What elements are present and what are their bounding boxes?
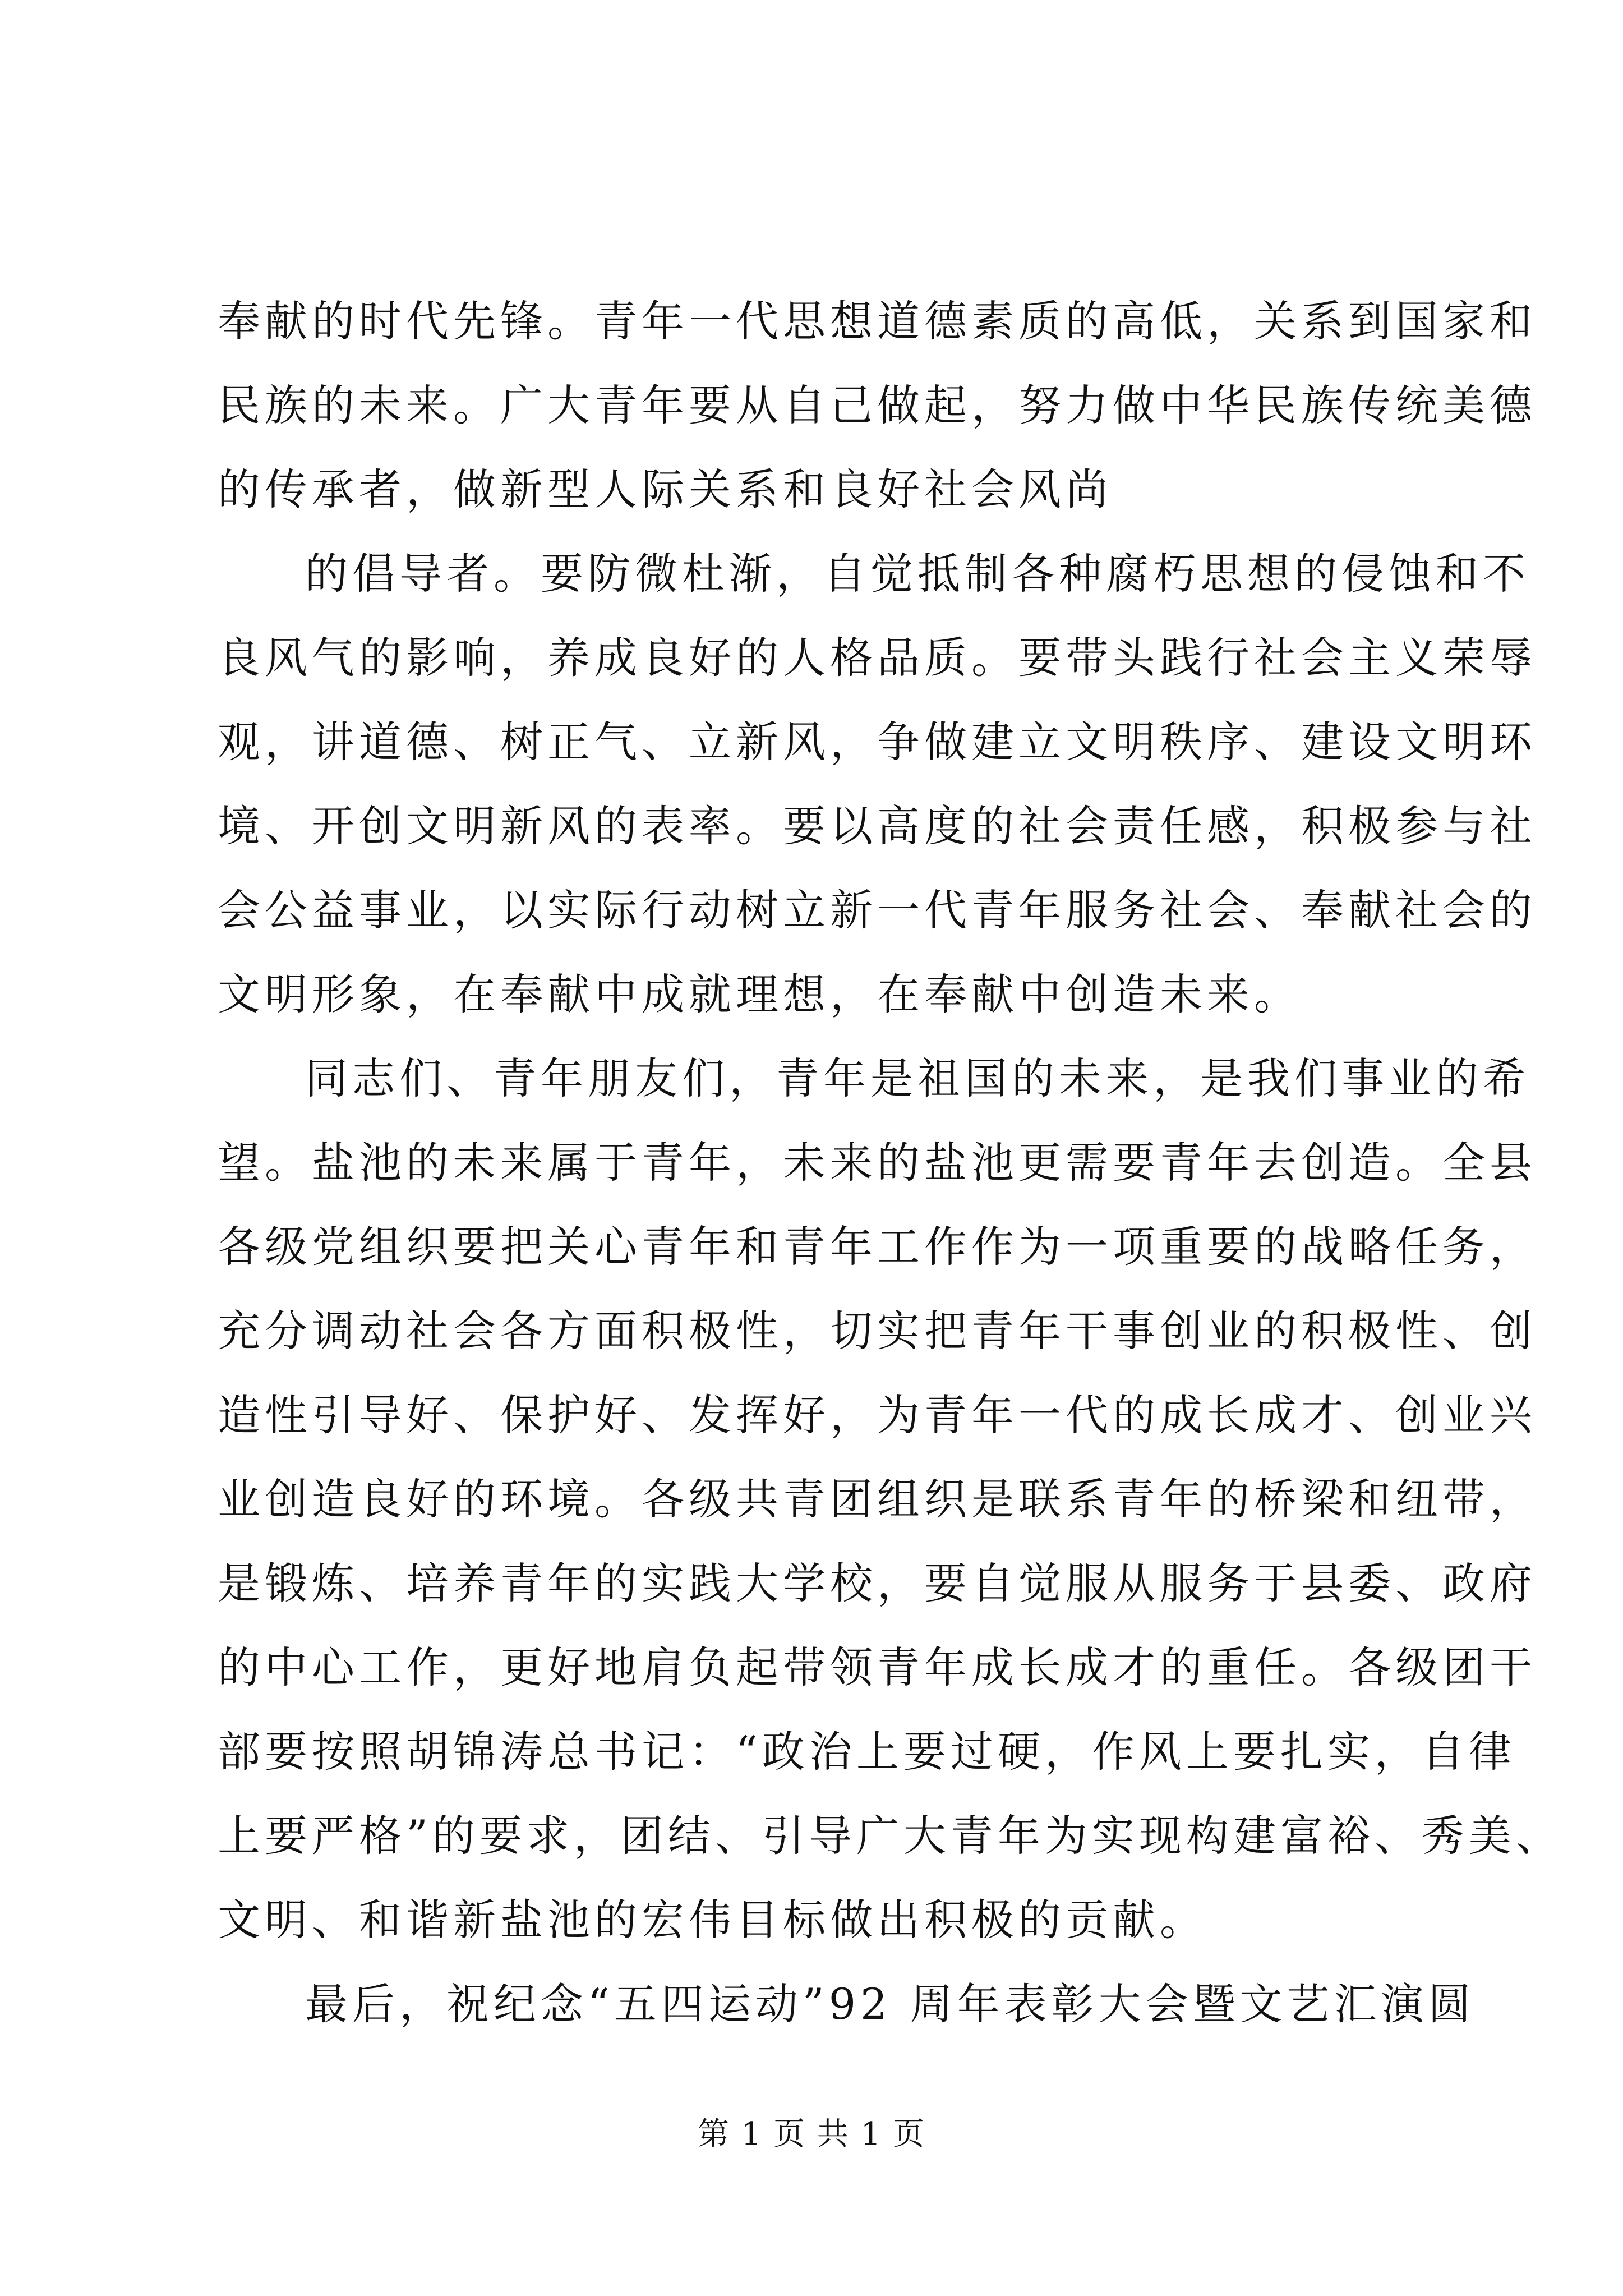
text-line: 的倡导者。要防微杜渐，自觉抵制各种腐朽思想的侵蚀和不 [305,549,1530,599]
text-line: 造性引导好、保护好、发挥好，为青年一代的成长成才、创业兴 [218,1390,1537,1440]
text-line: 良风气的影响，养成良好的人格品质。要带头践行社会主义荣辱 [218,633,1537,683]
text-line: 最后，祝纪念“五四运动”92 周年表彰大会暨文艺汇演圆 [305,1979,1476,2029]
text-line: 部要按照胡锦涛总书记：“政治上要过硬，作风上要扎实，自律 [218,1727,1516,1777]
text-line: 会公益事业，以实际行动树立新一代青年服务社会、奉献社会的 [218,885,1537,935]
page-footer: 第 1 页 共 1 页 [697,2116,926,2152]
text-line: 观，讲道德、树正气、立新风，争做建立文明秩序、建设文明环 [218,717,1537,767]
text-line: 是锻炼、培养青年的实践大学校，要自觉服从服务于县委、政府 [218,1558,1537,1608]
text-line: 民族的未来。广大青年要从自己做起，努力做中华民族传统美德 [218,380,1537,430]
text-line: 充分调动社会各方面积极性，切实把青年干事创业的积极性、创 [218,1306,1537,1356]
text-line: 业创造良好的环境。各级共青团组织是联系青年的桥梁和纽带， [218,1474,1537,1524]
text-line: 奉献的时代先锋。青年一代思想道德素质的高低，关系到国家和 [218,296,1537,346]
text-line: 同志们、青年朋友们，青年是祖国的未来，是我们事业的希 [305,1053,1530,1103]
text-line: 的中心工作，更好地肩负起带领青年成长成才的重任。各级团干 [218,1642,1537,1692]
text-line: 望。盐池的未来属于青年，未来的盐池更需要青年去创造。全县 [218,1138,1537,1188]
text-line: 各级党组织要把关心青年和青年工作作为一项重要的战略任务， [218,1222,1537,1272]
document-body [218,279,1563,2046]
text-line: 文明形象，在奉献中成就理想，在奉献中创造未来。 [218,969,1301,1019]
text-line: 境、开创文明新风的表率。要以高度的社会责任感，积极参与社 [218,801,1537,851]
text-line: 上要严格”的要求，团结、引导广大青年为实现构建富裕、秀美、 [218,1811,1563,1861]
text-line: 文明、和谐新盐池的宏伟目标做出积极的贡献。 [218,1895,1207,1945]
text-line: 的传承者，做新型人际关系和良好社会风尚 [218,464,1113,514]
